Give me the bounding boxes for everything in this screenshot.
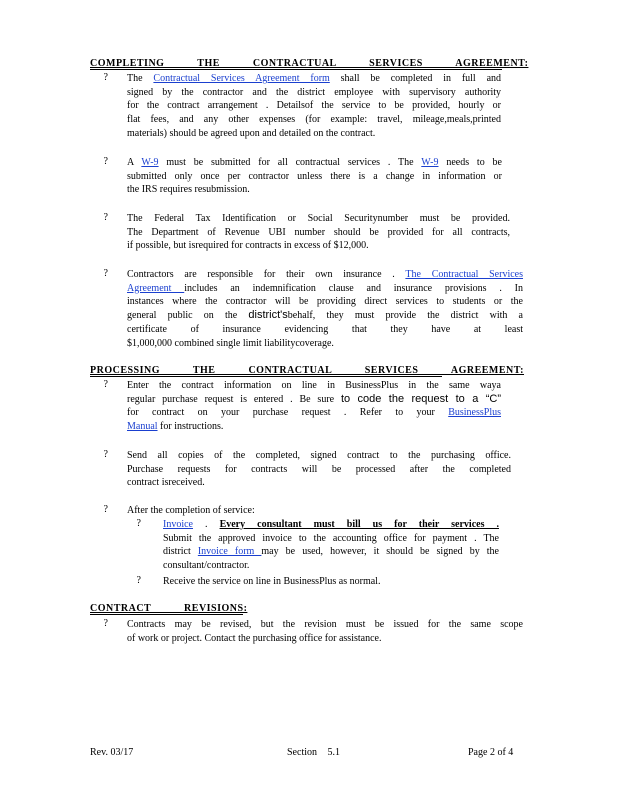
- text: Send all copies of the completed, signed contract to the purchasing office.: [127, 450, 511, 461]
- text: contract isreceived.: [127, 477, 205, 489]
- text: for the contract arrangement . Detailsof the service to be provided, hourly or: [127, 100, 501, 112]
- paragraph-line: [163, 559, 499, 573]
- bullet-paragraph: [127, 212, 510, 253]
- text: consultant/contractor.: [163, 560, 250, 572]
- text: general public on the: [127, 310, 249, 322]
- text: for contract on your purchase request . Refer to your: [127, 407, 449, 419]
- bullet-marker: ?: [136, 575, 141, 586]
- paragraph-line: [163, 532, 499, 546]
- bullet-paragraph: [127, 504, 287, 518]
- bullet-marker: ?: [103, 268, 108, 279]
- text: Purchase requests for contracts will be processed after the completed: [127, 463, 511, 475]
- text: Contractors are responsible for their own insurance .: [127, 269, 406, 280]
- bullet-marker: ?: [103, 504, 108, 515]
- paragraph-line: [127, 99, 501, 113]
- text: The: [127, 73, 154, 84]
- paragraph-line: [127, 463, 511, 477]
- text: the IRS requires resubmission.: [127, 184, 250, 196]
- text: After the completion of service:: [127, 505, 255, 516]
- text: .: [193, 519, 220, 530]
- text: district: [163, 546, 198, 558]
- paragraph-line: [127, 476, 511, 490]
- paragraph-line: [127, 449, 511, 463]
- paragraph-line: [127, 212, 510, 226]
- bullet-marker: ?: [103, 618, 108, 629]
- document-link[interactable]: Invoice: [163, 519, 193, 530]
- paragraph-line: [127, 504, 287, 518]
- paragraph-line: [127, 170, 502, 184]
- paragraph-line: [127, 379, 501, 393]
- document-link[interactable]: Manual: [127, 421, 158, 433]
- bullet-marker: ?: [103, 379, 108, 390]
- text: may be used, however, it should be signed by the: [261, 546, 499, 558]
- text: flat fees, and any other expenses (for example: travel, mileage,meals,printed: [127, 114, 501, 126]
- paragraph-line: [127, 393, 501, 407]
- heading-processing: PROCESSING THE CONTRACTUAL SERVICES AGREEMENT:: [90, 365, 525, 376]
- bullet-marker: ?: [136, 518, 141, 529]
- paragraph-line: [127, 406, 501, 420]
- paragraph-line: [127, 295, 523, 309]
- bullet-paragraph: [127, 72, 501, 141]
- paragraph-line: [127, 282, 523, 296]
- document-link[interactable]: Agreement: [127, 282, 185, 294]
- text: regular purchase request is entered . Be sure: [127, 393, 341, 405]
- text: must be submitted for all contractual services . The: [158, 157, 422, 168]
- document-link[interactable]: Invoice form: [197, 546, 262, 558]
- paragraph-line: [127, 337, 523, 351]
- text: Receive the service on line in BusinessPlus as normal.: [163, 576, 381, 587]
- text: behalf, they must provide the district with a: [287, 310, 523, 322]
- document-link[interactable]: W-9: [421, 157, 439, 168]
- text: shall be completed in full and: [329, 73, 502, 84]
- text: The Department of Revenue UBI number should be provided for all contracts,: [127, 226, 510, 238]
- text: instances where the contractor will be providing direct services to students or the: [127, 296, 523, 308]
- emphasis-text: to code the request to a “C”: [340, 392, 501, 405]
- text: Contracts may be revised, but the revision must be issued for the same scope: [127, 619, 523, 630]
- bullet-marker: ?: [103, 156, 108, 167]
- paragraph-line: [127, 86, 501, 100]
- paragraph-line: [163, 518, 499, 532]
- text: for instructions.: [157, 421, 224, 433]
- text: of work or project. Contact the purchasing office for assistance.: [127, 632, 382, 644]
- heading-underline: [90, 376, 442, 377]
- document-link[interactable]: W-9: [141, 157, 159, 168]
- document-link[interactable]: The Contractual Services: [405, 269, 523, 280]
- paragraph-line: [127, 309, 523, 323]
- heading-completing: COMPLETING THE CONTRACTUAL SERVICES AGREEMENT:: [90, 58, 529, 69]
- paragraph-line: [163, 545, 499, 559]
- paragraph-line: [127, 632, 523, 646]
- paragraph-line: [127, 268, 523, 282]
- bullet-marker: ?: [103, 72, 108, 83]
- text: includes an indemnification clause and insurance provisions . In: [184, 282, 523, 294]
- bullet-paragraph: [127, 379, 501, 434]
- heading-revisions: CONTRACT REVISIONS:: [90, 603, 248, 614]
- footer-revision: Rev. 03/17: [90, 747, 134, 758]
- heading-underline: [90, 69, 502, 70]
- footer-section: Section 5.1: [287, 747, 340, 758]
- paragraph-line: [127, 420, 501, 434]
- text: needs to be: [438, 157, 502, 168]
- bullet-marker: ?: [103, 449, 108, 460]
- document-link[interactable]: BusinessPlus: [448, 407, 501, 419]
- bullet-paragraph: [163, 518, 499, 573]
- text: if possible, but isrequired for contracts in excess of $12,000.: [127, 240, 369, 252]
- text: materials) should be agreed upon and detailed on the contract.: [127, 127, 376, 139]
- bullet-paragraph: [127, 268, 523, 350]
- paragraph-line: [127, 183, 502, 197]
- text: Enter the contract information on line in BusinessPlus in the same waya: [127, 380, 501, 391]
- paragraph-line: [127, 113, 501, 127]
- emphasis-text: district's: [248, 309, 288, 322]
- paragraph-line: [163, 575, 433, 589]
- bullet-paragraph: [127, 156, 502, 197]
- heading-underline: [90, 614, 243, 615]
- paragraph-line: [127, 127, 501, 141]
- text: The Federal Tax Identification or Social Securitynumber must be provided.: [127, 213, 510, 224]
- paragraph-line: [127, 323, 523, 337]
- text: Submit the approved invoice to the accounting office for payment . The: [163, 532, 499, 544]
- bullet-marker: ?: [103, 212, 108, 223]
- text: signed by the contractor and the district employee with supervisory authority: [127, 86, 501, 98]
- paragraph-line: [127, 618, 523, 632]
- paragraph-line: [127, 226, 510, 240]
- paragraph-line: [127, 239, 510, 253]
- bullet-paragraph: [163, 575, 433, 589]
- bullet-paragraph: [127, 449, 511, 490]
- text: certificate of insurance evidencing that they have at least: [127, 323, 523, 335]
- text: $1,000,000 combined single limit liabilitycoverage.: [127, 337, 334, 349]
- bullet-paragraph: [127, 618, 523, 645]
- paragraph-line: [127, 156, 502, 170]
- text: A: [127, 157, 142, 168]
- emphasis-text: Every consultant must bill us for their services .: [219, 519, 500, 530]
- document-link[interactable]: Contractual Services Agreement form: [153, 73, 330, 84]
- footer-page: Page 2 of 4: [468, 747, 514, 758]
- paragraph-line: [127, 72, 501, 86]
- text: submitted only once per contractor unless there is a change in information or: [127, 170, 502, 182]
